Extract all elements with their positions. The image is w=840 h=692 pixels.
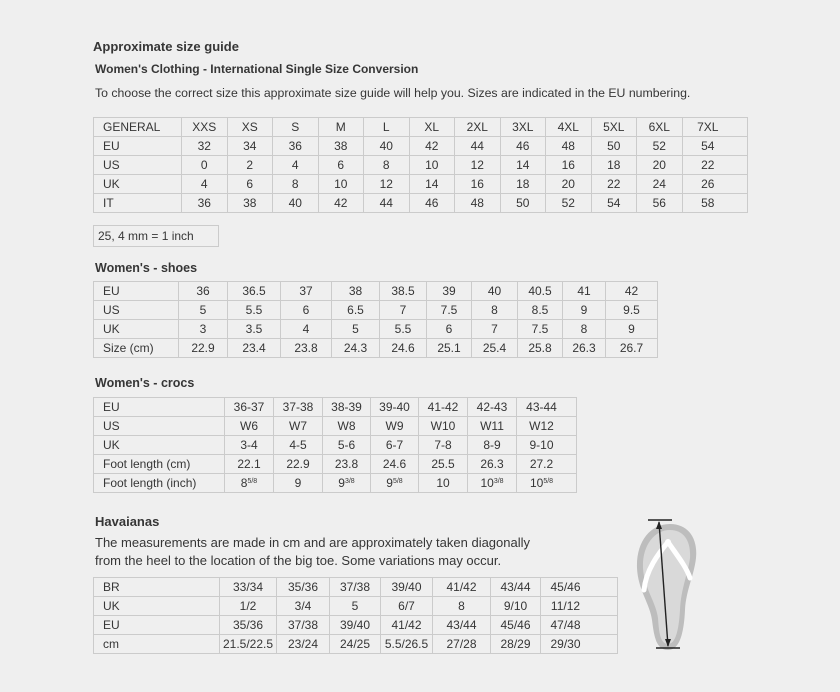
size-cell: 43/44 (433, 616, 491, 635)
table-row (94, 455, 577, 474)
inch-whole: 9 (386, 475, 393, 490)
size-cell: 25.8 (518, 339, 563, 358)
header-label: GENERAL (94, 118, 182, 137)
size-cell: 36 (273, 137, 319, 156)
size-cell: 5 (179, 301, 228, 320)
size-cell: 7.5 (518, 320, 563, 339)
size-cell: 9 (563, 301, 606, 320)
size-cell: 45/46 (541, 578, 618, 597)
size-cell: 27/28 (433, 635, 491, 654)
size-header: S (273, 118, 319, 137)
size-cell: 16 (546, 156, 592, 175)
size-cell: 26.7 (606, 339, 658, 358)
size-header: XL (409, 118, 455, 137)
size-cell: W10 (419, 417, 468, 436)
size-cell: 36 (179, 282, 228, 301)
size-cell: 5.5 (228, 301, 281, 320)
size-header: 7XL (682, 118, 748, 137)
size-cell: 8 (563, 320, 606, 339)
size-cell: 25.4 (472, 339, 518, 358)
size-cell: 35/36 (220, 616, 277, 635)
size-cell: 3 (179, 320, 228, 339)
size-cell (323, 474, 371, 493)
size-cell: 9-10 (517, 436, 577, 455)
size-cell (419, 474, 468, 493)
flip-flop-measure-icon (630, 514, 702, 656)
size-cell: 26.3 (563, 339, 606, 358)
size-cell: W12 (517, 417, 577, 436)
size-cell: 7-8 (419, 436, 468, 455)
table-row (94, 597, 618, 616)
size-cell: 24.6 (371, 455, 419, 474)
size-cell: 22 (591, 175, 637, 194)
flip-flop-toe-post (665, 539, 671, 545)
inch-fraction: 3/8 (493, 477, 504, 485)
size-cell: 9.5 (606, 301, 658, 320)
size-cell: 39-40 (371, 398, 419, 417)
size-cell: 27.2 (517, 455, 577, 474)
size-cell: 23.8 (323, 455, 371, 474)
size-cell: W7 (274, 417, 323, 436)
size-cell: 38 (318, 137, 364, 156)
table-row (94, 436, 577, 455)
row-label: BR (94, 578, 220, 597)
size-cell: 46 (409, 194, 455, 213)
size-cell: 1/2 (220, 597, 277, 616)
size-cell: 48 (546, 137, 592, 156)
inch-whole: 8 (240, 475, 248, 490)
size-cell: 4 (281, 320, 332, 339)
inch-fraction: 3/8 (344, 477, 355, 485)
size-cell: 11/12 (541, 597, 618, 616)
size-cell: 48 (455, 194, 501, 213)
table-row (94, 417, 577, 436)
size-cell: 46 (500, 137, 546, 156)
size-header: L (364, 118, 410, 137)
size-cell: 54 (682, 137, 748, 156)
size-header: 3XL (500, 118, 546, 137)
size-cell: 7 (472, 320, 518, 339)
size-cell: 29/30 (541, 635, 618, 654)
shoes-size-table (93, 281, 658, 358)
inch-fraction: 5/8 (247, 477, 258, 485)
size-cell: 42 (409, 137, 455, 156)
size-cell: 6-7 (371, 436, 419, 455)
size-cell: 5 (330, 597, 381, 616)
table-row (94, 578, 618, 597)
size-cell: 42-43 (468, 398, 517, 417)
row-label: Foot length (cm) (94, 455, 225, 474)
size-cell: 5.5 (380, 320, 427, 339)
havaianas-description-line: from the heel to the location of the big toe. Some variations may occur. (95, 553, 502, 568)
shoes-heading: Women's - shoes (95, 261, 198, 275)
size-cell: 4 (182, 175, 228, 194)
havaianas-description-line: The measurements are made in cm and are approximately taken diagonally (95, 535, 531, 550)
inch-whole: 9 (294, 475, 302, 490)
size-cell: 6 (318, 156, 364, 175)
size-cell: 8 (273, 175, 319, 194)
table-row (94, 194, 748, 213)
row-label: cm (94, 635, 220, 654)
size-cell: 52 (546, 194, 592, 213)
size-cell: 28/29 (491, 635, 541, 654)
size-cell: 5-6 (323, 436, 371, 455)
size-cell: 5 (332, 320, 380, 339)
row-label: US (94, 156, 182, 175)
size-cell: 39 (427, 282, 472, 301)
size-cell: 42 (318, 194, 364, 213)
size-cell: 24 (637, 175, 683, 194)
size-cell: 58 (682, 194, 748, 213)
size-cell: 24/25 (330, 635, 381, 654)
size-cell: 36.5 (228, 282, 281, 301)
size-cell: 22.1 (225, 455, 274, 474)
size-cell: 41 (563, 282, 606, 301)
size-cell: 22 (682, 156, 748, 175)
size-cell: 35/36 (277, 578, 330, 597)
table-row (94, 339, 658, 358)
size-header: 4XL (546, 118, 592, 137)
havaianas-heading: Havaianas (95, 514, 160, 529)
size-cell: 23.4 (228, 339, 281, 358)
size-cell: 38 (332, 282, 380, 301)
size-cell: 54 (591, 194, 637, 213)
size-cell: W6 (225, 417, 274, 436)
size-cell: 20 (637, 156, 683, 175)
row-label: EU (94, 282, 179, 301)
clothing-heading: Women's Clothing - International Single Size Conversion (95, 62, 419, 76)
row-label: UK (94, 175, 182, 194)
size-cell: 14 (409, 175, 455, 194)
size-cell: 40 (364, 137, 410, 156)
size-cell: 40 (273, 194, 319, 213)
size-cell: 6/7 (381, 597, 433, 616)
inch-whole: 10 (436, 475, 450, 490)
size-cell: 37 (281, 282, 332, 301)
size-cell: 41/42 (381, 616, 433, 635)
size-cell: 0 (182, 156, 228, 175)
size-cell: 42 (606, 282, 658, 301)
size-cell: 12 (455, 156, 501, 175)
table-header-row (94, 118, 748, 137)
size-cell: 50 (591, 137, 637, 156)
size-cell: 5.5/26.5 (381, 635, 433, 654)
row-label: IT (94, 194, 182, 213)
inch-whole: 9 (338, 475, 345, 490)
size-cell: 24.6 (380, 339, 427, 358)
size-cell: 25.1 (427, 339, 472, 358)
size-cell (371, 474, 419, 493)
inch-whole: 10 (480, 475, 494, 490)
size-cell: 6 (427, 320, 472, 339)
row-label: Size (cm) (94, 339, 179, 358)
size-cell: 38-39 (323, 398, 371, 417)
size-cell: 6 (281, 301, 332, 320)
size-cell: 40.5 (518, 282, 563, 301)
row-label: EU (94, 398, 225, 417)
size-cell: 6 (227, 175, 273, 194)
size-cell: 41/42 (433, 578, 491, 597)
size-cell: 50 (500, 194, 546, 213)
size-cell: 38 (227, 194, 273, 213)
size-cell: 9 (606, 320, 658, 339)
size-cell (274, 474, 323, 493)
size-cell: 4-5 (274, 436, 323, 455)
size-cell: 7.5 (427, 301, 472, 320)
size-cell: 39/40 (330, 616, 381, 635)
conversion-note: 25, 4 mm = 1 inch (93, 225, 219, 247)
size-cell: 44 (455, 137, 501, 156)
size-cell: 56 (637, 194, 683, 213)
size-cell: 3/4 (277, 597, 330, 616)
table-row (94, 137, 748, 156)
size-cell: 23/24 (277, 635, 330, 654)
size-cell: 21.5/22.5 (220, 635, 277, 654)
size-cell: 25.5 (419, 455, 468, 474)
size-cell: 47/48 (541, 616, 618, 635)
size-cell: 32 (182, 137, 228, 156)
size-cell: 24.3 (332, 339, 380, 358)
row-label: Foot length (inch) (94, 474, 225, 493)
row-label: UK (94, 436, 225, 455)
size-cell: 8.5 (518, 301, 563, 320)
size-cell: 18 (500, 175, 546, 194)
size-cell: W11 (468, 417, 517, 436)
havaianas-size-table (93, 577, 618, 654)
size-cell: 8 (364, 156, 410, 175)
size-cell: 43-44 (517, 398, 577, 417)
size-cell: 20 (546, 175, 592, 194)
clothing-intro: To choose the correct size this approximate size guide will help you. Sizes are indicated in the EU numbering. (95, 86, 691, 100)
size-cell: 22.9 (179, 339, 228, 358)
size-cell: 38.5 (380, 282, 427, 301)
page-title: Approximate size guide (93, 39, 239, 54)
size-header: XXS (182, 118, 228, 137)
size-cell: 40 (472, 282, 518, 301)
size-cell (517, 474, 577, 493)
size-cell: 3-4 (225, 436, 274, 455)
size-cell: 39/40 (381, 578, 433, 597)
size-cell: 12 (364, 175, 410, 194)
inch-whole: 10 (529, 475, 544, 490)
size-cell: 44 (364, 194, 410, 213)
row-label: EU (94, 616, 220, 635)
crocs-heading: Women's - crocs (95, 376, 195, 390)
row-label: UK (94, 597, 220, 616)
table-row (94, 156, 748, 175)
size-cell: 3.5 (228, 320, 281, 339)
table-row (94, 320, 658, 339)
size-cell: 23.8 (281, 339, 332, 358)
size-cell: 43/44 (491, 578, 541, 597)
size-cell: W9 (371, 417, 419, 436)
size-cell: 37/38 (277, 616, 330, 635)
measure-arrow-top (656, 521, 662, 529)
size-cell: 10 (409, 156, 455, 175)
row-label: US (94, 417, 225, 436)
inch-fraction: 5/8 (543, 477, 554, 485)
table-row (94, 635, 618, 654)
size-cell: 7 (380, 301, 427, 320)
table-row (94, 616, 618, 635)
size-cell: 8-9 (468, 436, 517, 455)
size-header: 2XL (455, 118, 501, 137)
size-cell: 14 (500, 156, 546, 175)
size-cell: 33/34 (220, 578, 277, 597)
size-cell: 4 (273, 156, 319, 175)
size-header: XS (227, 118, 273, 137)
table-row (94, 282, 658, 301)
size-cell: 52 (637, 137, 683, 156)
row-label: US (94, 301, 179, 320)
size-cell: 8 (472, 301, 518, 320)
row-label: UK (94, 320, 179, 339)
size-cell: 26 (682, 175, 748, 194)
size-cell: 9/10 (491, 597, 541, 616)
size-cell: 37-38 (274, 398, 323, 417)
size-cell: 41-42 (419, 398, 468, 417)
size-cell: 8 (433, 597, 491, 616)
size-cell: 22.9 (274, 455, 323, 474)
size-cell: 45/46 (491, 616, 541, 635)
size-cell: 16 (455, 175, 501, 194)
table-row (94, 175, 748, 194)
table-row (94, 474, 577, 493)
size-cell: 2 (227, 156, 273, 175)
size-cell: 26.3 (468, 455, 517, 474)
size-cell: 36-37 (225, 398, 274, 417)
size-cell: 10 (318, 175, 364, 194)
inch-fraction: 5/8 (392, 477, 403, 485)
size-cell: 18 (591, 156, 637, 175)
size-cell: 6.5 (332, 301, 380, 320)
clothing-size-table (93, 117, 748, 213)
size-cell: 34 (227, 137, 273, 156)
table-row (94, 301, 658, 320)
size-header: 5XL (591, 118, 637, 137)
size-cell (468, 474, 517, 493)
crocs-size-table (93, 397, 577, 493)
size-cell: W8 (323, 417, 371, 436)
size-header: M (318, 118, 364, 137)
size-cell: 37/38 (330, 578, 381, 597)
table-row (94, 398, 577, 417)
size-header: 6XL (637, 118, 683, 137)
size-cell (225, 474, 274, 493)
row-label: EU (94, 137, 182, 156)
size-cell: 36 (182, 194, 228, 213)
